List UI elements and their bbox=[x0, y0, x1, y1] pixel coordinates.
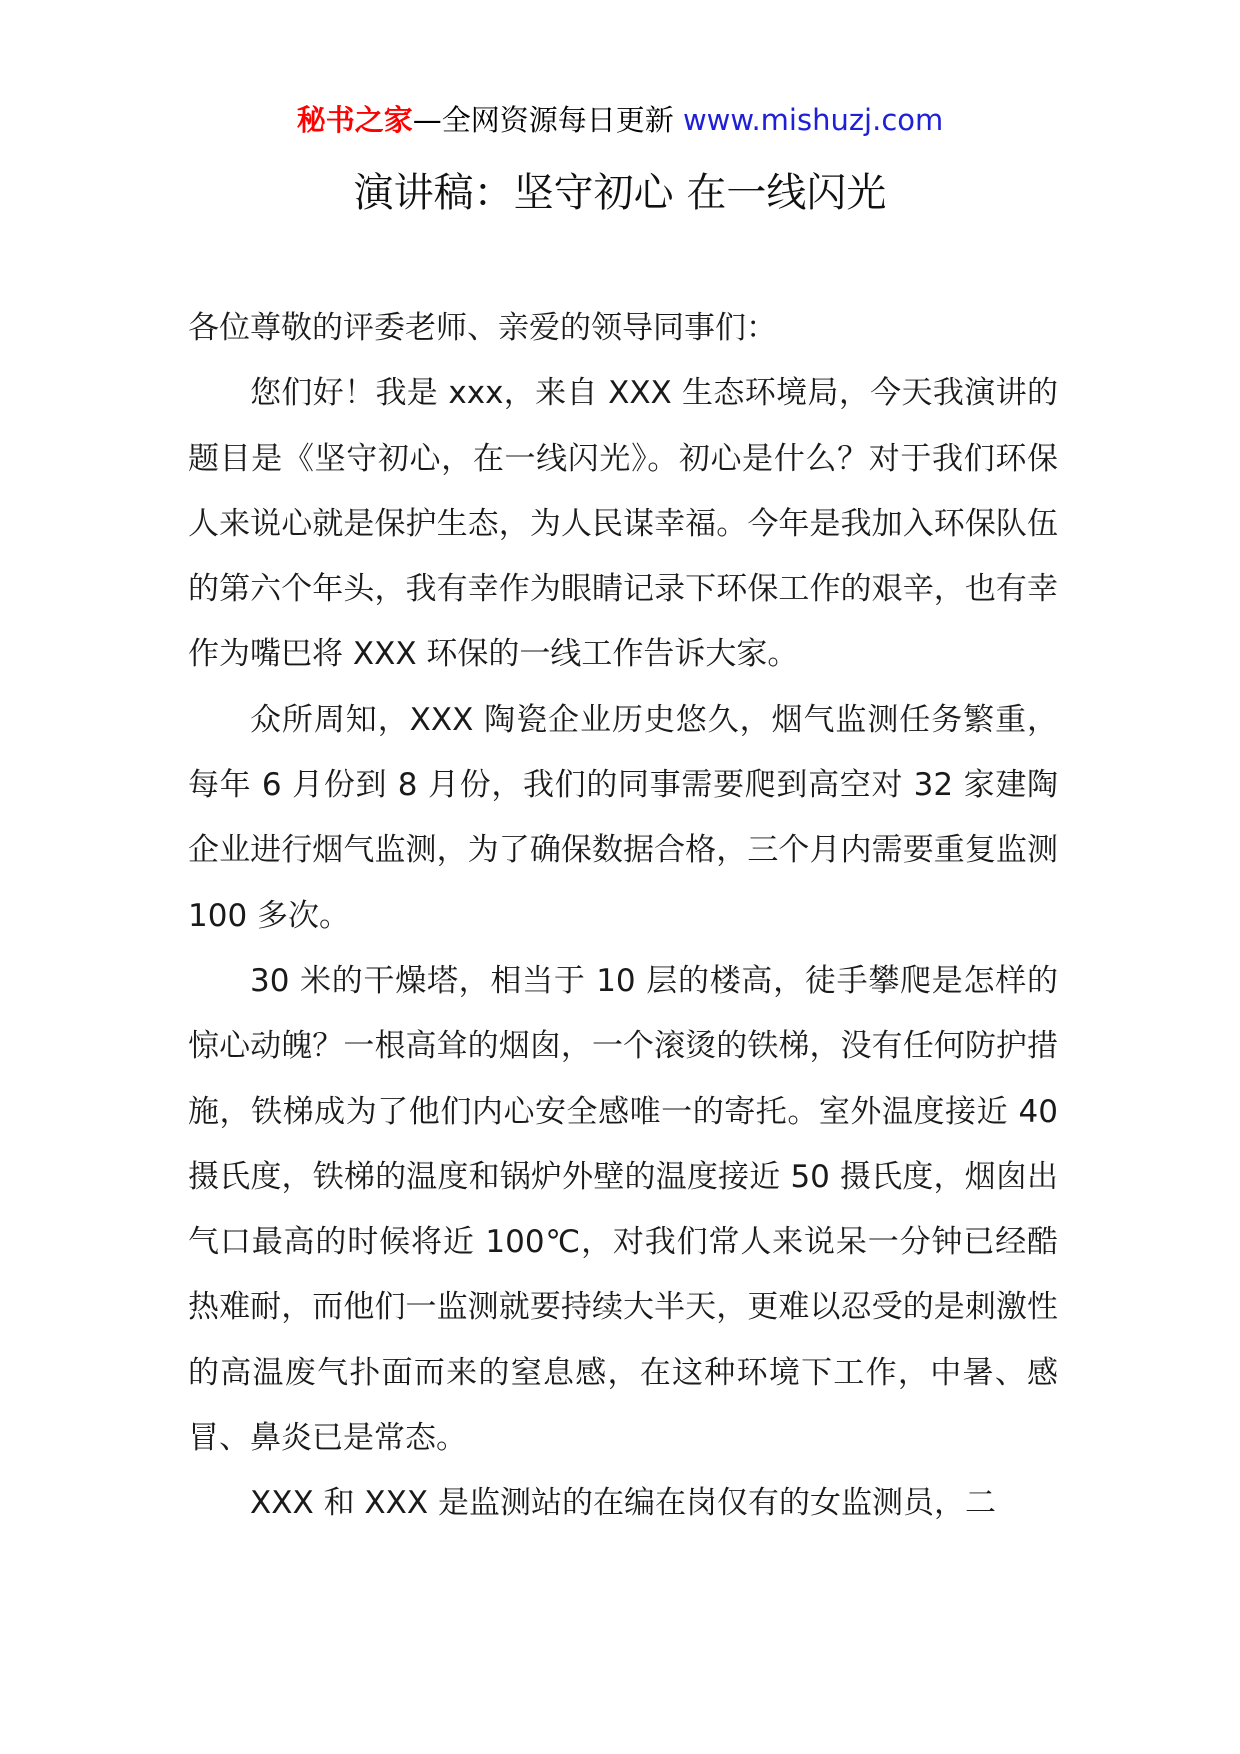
document-body bbox=[188, 296, 1058, 1537]
document-title: 演讲稿：坚守初心 在一线闪光 bbox=[353, 170, 887, 216]
paragraph-2: 众所周知，XXX 陶瓷企业历史悠久，烟气监测任务繁重，每年 6 月份到 8 月份，我们的同事需要爬到高空对 32 家建陶企业进行烟气监测，为了确保数据合格，三个月内需要重复监测 100 多次。 bbox=[188, 701, 1058, 934]
paragraph-3: 30 米的干燥塔，相当于 10 层的楼高，徒手攀爬是怎样的惊心动魄？一根高耸的烟囱，一个滚烫的铁梯，没有任何防护措施，铁梯成为了他们内心安全感唯一的寄托。室外温度接近 40 摄氏度，铁梯的温度和锅炉外壁的温度接近 50 摄氏度，烟囱出气口最高的时候将近 100℃，对我们常人来说呆一分钟已经酷热难耐，而他们一监测就要持续大半天，更难以忍受的是刺激性的高温废气扑面而来的窒息感，在这种环境下工作，中暑、感冒、鼻炎已是常态。 bbox=[188, 962, 1058, 1457]
header-slogan: —全网资源每日更新 bbox=[412, 103, 683, 137]
site-url-link[interactable]: www.mishuzj.com bbox=[682, 103, 944, 137]
paragraph-4: XXX 和 XXX 是监测站的在编在岗仅有的女监测员，二 bbox=[250, 1485, 996, 1522]
salutation: 各位尊敬的评委老师、亲爱的领导同事们： bbox=[188, 310, 777, 346]
site-header bbox=[0, 100, 1240, 140]
brand-name: 秘书之家 bbox=[296, 103, 413, 137]
paragraph-1: 您们好！我是 xxx，来自 XXX 生态环境局，今天我演讲的题目是《坚守初心，在一线闪光》。初心是什么？对于我们环保人来说心就是保护生态，为人民谋幸福。今年是我加入环保队伍的第六个年头，我有幸作为眼睛记录下环保工作的艰辛，也有幸作为嘴巴将 XXX 环保的一线工作告诉大家。 bbox=[188, 375, 1058, 673]
